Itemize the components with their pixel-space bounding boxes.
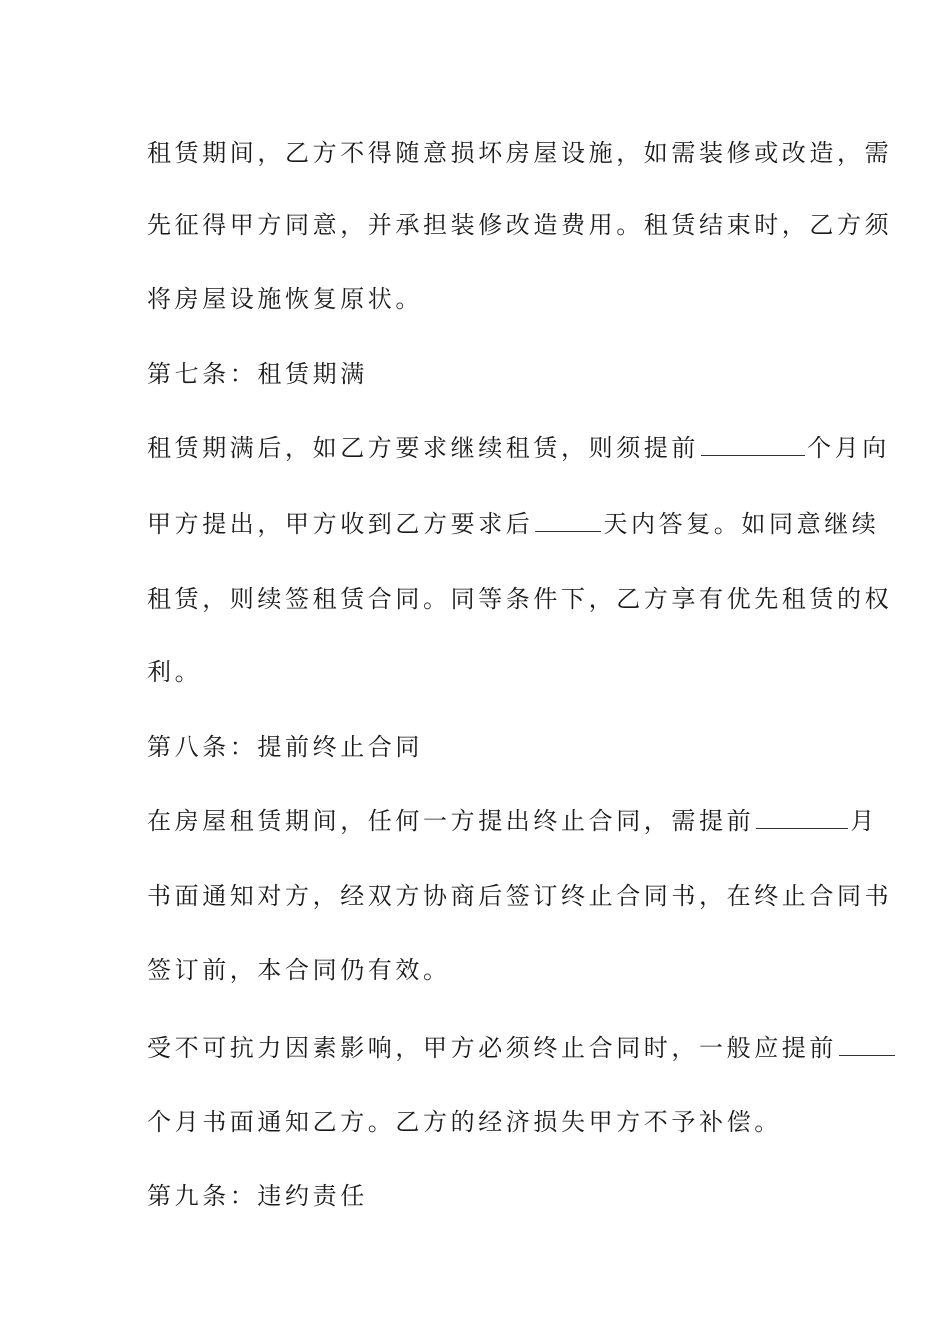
text-segment: 租赁期满后，如乙方要求继续租赁，则须提前 <box>147 434 699 462</box>
fill-in-blank <box>839 1033 895 1056</box>
text-segment: 租赁期间，乙方不得随意损坏房屋设施，如需装修或改造，需 <box>147 139 893 167</box>
text-segment: 月 <box>850 807 878 835</box>
paragraph-line <box>147 584 892 614</box>
heading-text: 第九条：违约责任 <box>147 1182 368 1210</box>
text-segment: 租赁，则续签租赁合同。同等条件下，乙方享有优先租赁的权 <box>147 585 893 613</box>
section-heading <box>147 1181 368 1211</box>
paragraph-line <box>147 509 879 539</box>
paragraph-line <box>147 657 202 687</box>
text-segment: 书面通知对方，经双方协商后签订终止合同书，在终止合同书 <box>147 882 893 910</box>
heading-text: 第七条：租赁期满 <box>147 360 368 388</box>
paragraph-line <box>147 881 892 911</box>
text-segment: 在房屋租赁期间，任何一方提出终止合同，需提前 <box>147 807 755 835</box>
text-segment: 天内答复。如同意继续 <box>603 510 880 538</box>
section-heading <box>147 359 368 389</box>
fill-in-blank <box>701 433 805 456</box>
text-segment: 个月书面通知乙方。乙方的经济损失甲方不予补偿。 <box>147 1108 782 1136</box>
text-segment: 签订前，本合同仍有效。 <box>147 956 451 984</box>
paragraph-line <box>147 806 878 836</box>
paragraph-line <box>147 955 451 985</box>
text-segment: 受不可抗力因素影响，甲方必须终止合同时，一般应提前 <box>147 1034 837 1062</box>
fill-in-blank <box>756 806 848 829</box>
paragraph-line <box>147 138 892 168</box>
text-segment: 个月向 <box>807 434 890 462</box>
heading-text: 第八条：提前终止合同 <box>147 733 423 761</box>
paragraph-line <box>147 433 890 463</box>
text-segment: 甲方提出，甲方收到乙方要求后 <box>147 510 534 538</box>
paragraph-line <box>147 210 892 240</box>
text-segment: 利。 <box>147 658 203 686</box>
paragraph-line <box>147 1107 782 1137</box>
paragraph-line <box>147 1033 897 1063</box>
text-segment: 先征得甲方同意，并承担装修改造费用。租赁结束时，乙方须 <box>147 211 893 239</box>
paragraph-line <box>147 284 423 314</box>
text-segment: 将房屋设施恢复原状。 <box>147 285 423 313</box>
section-heading <box>147 732 423 762</box>
fill-in-blank <box>535 509 601 532</box>
